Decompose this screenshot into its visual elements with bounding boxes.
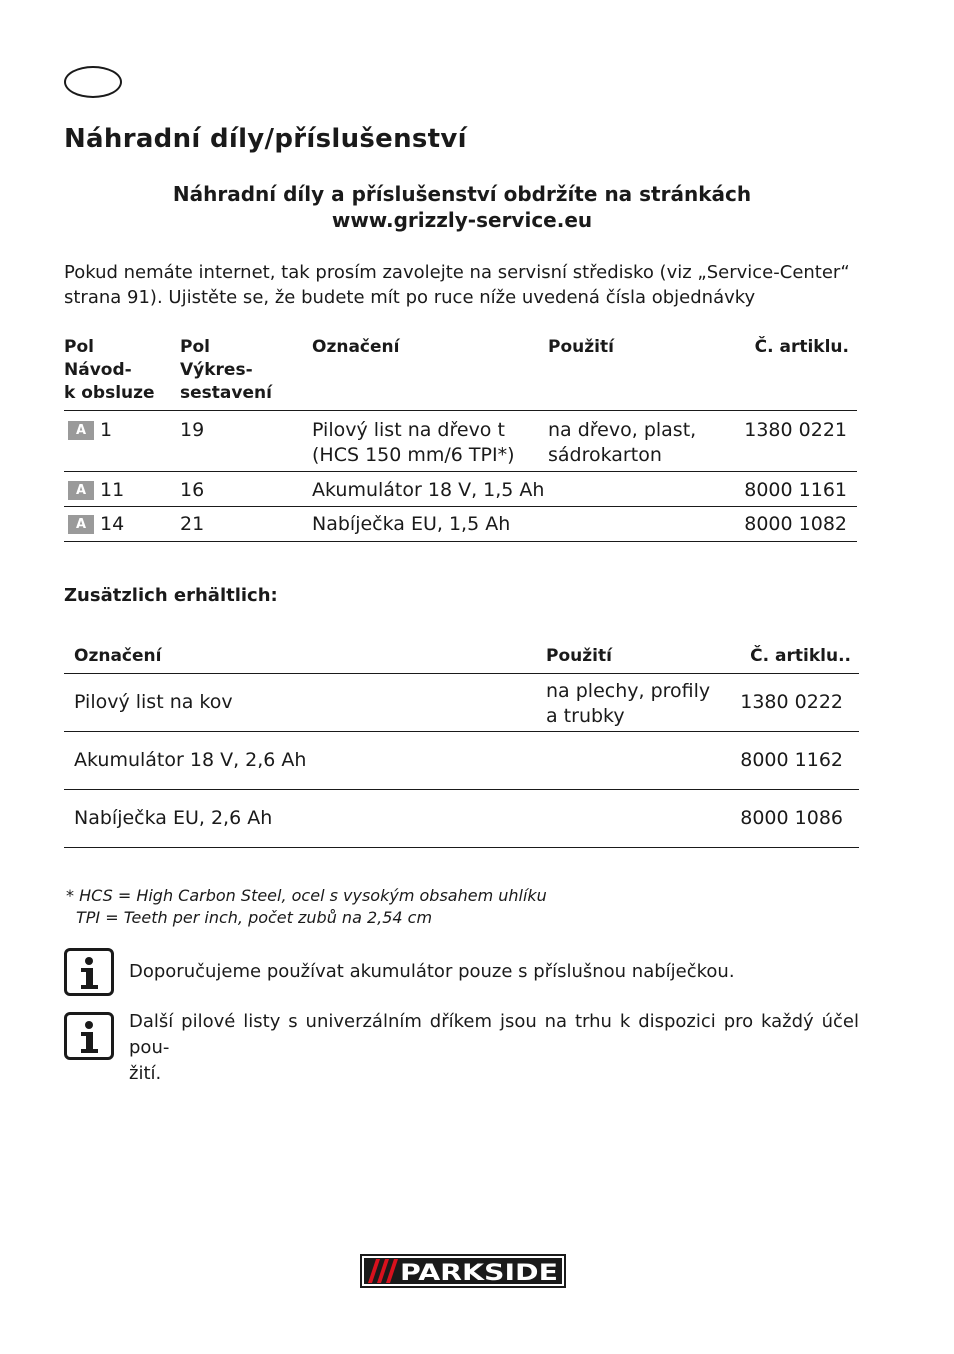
subtitle-line-1: Náhradní díly a příslušenství obdržíte na stránkách <box>172 182 752 206</box>
header-pol-manual: Pol Návod- k obsluze <box>64 337 155 403</box>
intro-line-1: Pokud nemáte internet, tak prosím zavolejte na servisní středisko (viz „Service-Center“ <box>64 262 850 283</box>
article-number: 1380 0221 <box>744 419 847 441</box>
article-number: 8000 1086 <box>740 807 843 829</box>
language-badge <box>64 66 122 98</box>
subtitle-url[interactable]: www.grizzly-service.eu <box>331 208 593 232</box>
pol-drawing: 19 <box>180 419 205 441</box>
info-note-text: Další pilové listy s univerzálním dříkem jsou na trhu k dispozici pro každý účel pou- žití. <box>129 1011 859 1084</box>
page-title: Náhradní díly/příslušenství <box>64 124 467 154</box>
intro-line-2: strana 91). Ujistěte se, že budete mít po ruce níže uvedená čísla objednávky <box>64 287 756 308</box>
table-divider <box>64 471 857 472</box>
header-article: Č. artiklu. <box>754 337 849 357</box>
table-divider <box>64 673 859 674</box>
intro-paragraph <box>64 260 860 310</box>
article-number: 8000 1161 <box>744 479 847 501</box>
table-divider <box>64 506 857 507</box>
header-use: Použití <box>548 337 614 357</box>
article-number: 8000 1162 <box>740 749 843 771</box>
use: na plechy, profily a trubky <box>546 680 711 727</box>
brand-name: PARKSIDE <box>400 1261 558 1286</box>
footnote-tpi: TPI = Teeth per inch, počet zubů na 2,54 cm <box>76 908 433 927</box>
figure-badge: A <box>68 481 94 500</box>
header-designation: Označení <box>74 646 162 666</box>
header-pol-drawing: Pol Výkres- sestavení <box>180 337 272 403</box>
header-use: Použití <box>546 646 612 666</box>
table-divider <box>64 789 859 790</box>
pol-drawing: 21 <box>180 513 205 535</box>
designation: Pilový list na kov <box>74 691 233 713</box>
info-note-text: Doporučujeme používat akumulátor pouze s příslušnou nabíječkou. <box>129 961 735 982</box>
table-divider <box>64 541 857 542</box>
additional-section-label: Zusätzlich erhältlich: <box>64 585 278 606</box>
info-icon <box>64 1012 114 1060</box>
table-divider <box>64 410 857 411</box>
designation: Pilový list na dřevo t (HCS 150 mm/6 TPI*) <box>312 419 515 466</box>
pol-manual: 11 <box>100 479 125 501</box>
pol-manual: 14 <box>100 513 125 535</box>
use: na dřevo, plast, sádrokarton <box>548 419 697 466</box>
designation: Nabíječka EU, 1,5 Ah <box>312 513 511 535</box>
footnote-hcs: * HCS = High Carbon Steel, ocel s vysokým obsahem uhlíku <box>66 886 547 905</box>
article-number: 8000 1082 <box>744 513 847 535</box>
header-article: Č. artiklu.. <box>750 646 851 666</box>
figure-badge: A <box>68 421 94 440</box>
pol-drawing: 16 <box>180 479 205 501</box>
parkside-logo <box>360 1254 566 1288</box>
table-divider <box>64 847 859 848</box>
designation: Akumulátor 18 V, 1,5 Ah <box>312 479 545 501</box>
article-number: 1380 0222 <box>740 691 843 713</box>
info-icon <box>64 948 114 996</box>
figure-badge: A <box>68 515 94 534</box>
table-divider <box>64 731 859 732</box>
header-designation: Označení <box>312 337 400 357</box>
designation: Akumulátor 18 V, 2,6 Ah <box>74 749 307 771</box>
designation: Nabíječka EU, 2,6 Ah <box>74 807 273 829</box>
pol-manual: 1 <box>100 419 113 441</box>
